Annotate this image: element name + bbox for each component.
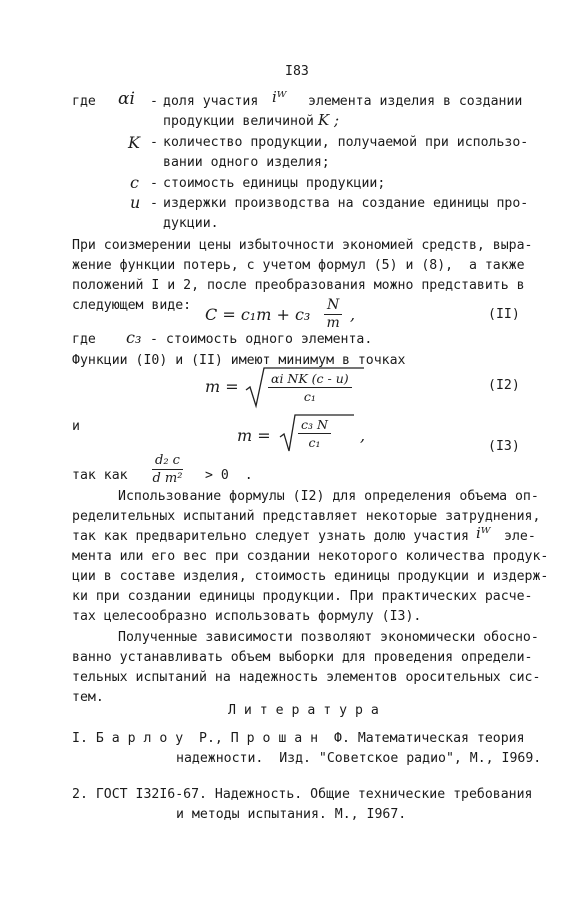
since-fraction xyxy=(152,452,183,487)
where-word: где xyxy=(72,94,96,109)
fraction-denominator: c₁ xyxy=(308,435,321,450)
formula-11-tail: , xyxy=(350,305,356,324)
def-dash: - xyxy=(150,176,158,191)
def-symbol-alpha: αi xyxy=(118,89,135,109)
def-text: дукции. xyxy=(163,216,219,231)
fraction-numerator: αi NK (c - u) xyxy=(271,371,349,386)
def-dash: - xyxy=(150,135,158,150)
def-symbol-c: c xyxy=(130,173,139,192)
paragraph-line: ции в составе изделия, стоимость единицы продукции и издерж- xyxy=(72,569,549,584)
paragraph-line: тем. xyxy=(72,690,104,705)
equation-number: (I2) xyxy=(488,378,520,393)
paragraph-line: Полученные зависимости позволяют экономически обосно- xyxy=(118,630,539,645)
since-word: так как xyxy=(72,468,128,483)
equation-number: (I3) xyxy=(488,439,520,454)
reference-item: надежности. Изд. "Советское радио", М., I969. xyxy=(176,751,542,766)
def-inline-symbol: K ; xyxy=(318,111,340,129)
paragraph-line: следующем виде: xyxy=(72,298,192,313)
paragraph-line: Функции (I0) и (II) имеют минимум в точках xyxy=(72,353,406,368)
where-symbol: c₃ xyxy=(126,328,142,347)
def-text: издержки производства на создание единицы про- xyxy=(163,196,529,211)
fraction-numerator: d₂ c xyxy=(155,453,180,468)
def-inline-symbol: iᵂ xyxy=(272,88,287,106)
reference-item: и методы испытания. М., I967. xyxy=(176,807,407,822)
paragraph-line: ки при создании единицы продукции. При практических расче- xyxy=(72,589,533,604)
reference-item: 2. ГОСТ I32I6-67. Надежность. Общие технические требования xyxy=(72,787,533,802)
reference-item: I. Б а р л о у Р., П р о ш а н Ф. Математическая теория xyxy=(72,731,525,746)
def-text: количество продукции, получаемой при использо- xyxy=(163,135,529,150)
literature-heading: Л и т е р а т у р а xyxy=(228,703,379,718)
def-symbol-k: K xyxy=(128,133,140,152)
where-word: где xyxy=(72,332,96,347)
paragraph-line: Использование формулы (I2) для определения объема оп- xyxy=(118,489,539,504)
paragraph-line: положений I и 2, после преобразования можно представить в xyxy=(72,278,525,293)
paragraph-line: мента или его вес при создании некоторого количества продук- xyxy=(72,549,549,564)
paragraph-line: тах целесообразно использовать формулу (I3). xyxy=(72,609,422,624)
paragraph-line: При соизмерении цены избыточности экономией средств, выра- xyxy=(72,238,533,253)
def-text: вании одного изделия; xyxy=(163,155,330,170)
def-text: доля участия xyxy=(163,94,259,109)
formula-13-lhs: m = xyxy=(237,426,271,445)
paragraph-line: ределительных испытаний представляет некоторые затруднения, xyxy=(72,509,541,524)
equation-number: (II) xyxy=(488,307,520,322)
paragraph-line: тельных испытаний на надежность элементов оросительных сис- xyxy=(72,670,541,685)
formula-11-lhs: C = c₁m + c₃ xyxy=(205,305,311,324)
paragraph-line: ванно устанавливать объем выборки для проведения определи- xyxy=(72,650,533,665)
def-text: продукции величиной xyxy=(163,114,314,129)
def-text: элемента изделия в создании xyxy=(308,94,523,109)
def-dash: - xyxy=(150,94,158,109)
fraction-denominator: m xyxy=(326,315,340,331)
fraction-numerator: c₃ N xyxy=(301,417,328,432)
def-text: стоимость единицы продукции; xyxy=(163,176,386,191)
formula-11-fraction xyxy=(324,297,342,332)
paragraph-line-tail: эле- xyxy=(504,529,536,544)
inline-symbol: iᵂ xyxy=(476,524,491,542)
fraction-denominator: c₁ xyxy=(303,389,316,404)
fraction-numerator: N xyxy=(327,297,340,313)
formula-12-lhs: m = xyxy=(205,377,239,396)
formula-13-fraction xyxy=(298,416,331,451)
where-text: - стоимость одного элемента. xyxy=(150,332,373,347)
paragraph-line: так как предварительно следует узнать долю участия xyxy=(72,529,469,544)
and-word: и xyxy=(72,419,80,434)
fraction-denominator: d m² xyxy=(152,471,183,486)
paragraph-line: жение функции потерь, с учетом формул (5) и (8), а также xyxy=(72,258,525,273)
since-tail: > 0 . xyxy=(205,468,253,483)
formula-12-fraction xyxy=(268,370,352,405)
def-dash: - xyxy=(150,196,158,211)
page-number: I83 xyxy=(285,64,309,79)
formula-13-tail: , xyxy=(360,426,366,445)
def-symbol-u: u xyxy=(130,193,141,212)
